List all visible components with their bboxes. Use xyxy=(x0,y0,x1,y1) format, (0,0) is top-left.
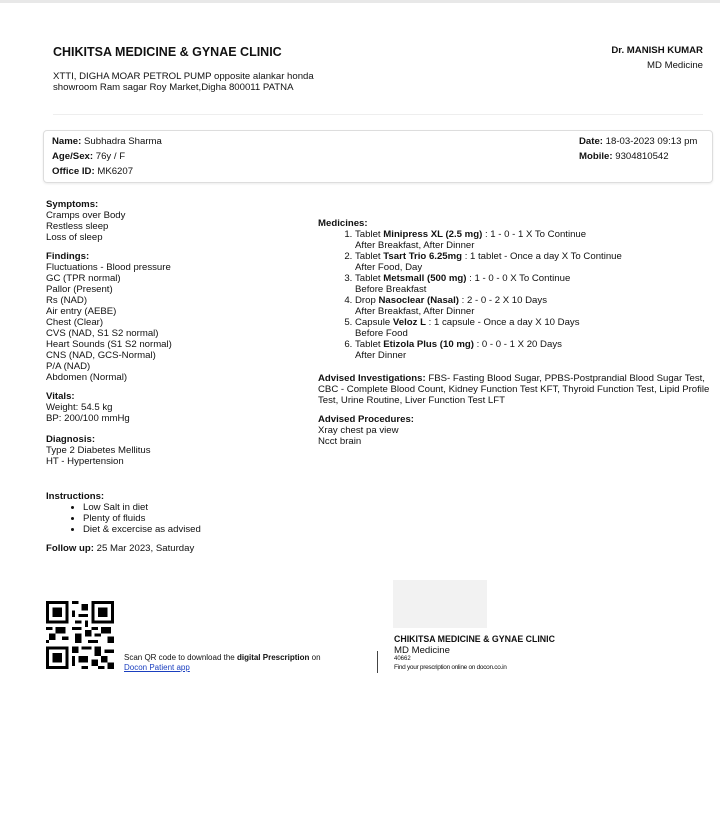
mobile-number: 9304810542 xyxy=(615,151,669,162)
top-border xyxy=(0,0,720,3)
clinic-address: XTTI, DIGHA MOAR PETROL PUMP opposite alankar honda showroom Ram sagar Roy Market,Digha 800011 PATNA xyxy=(53,71,314,93)
patient-agesex-row xyxy=(52,151,125,162)
symptom-item: Cramps over Body xyxy=(46,210,126,221)
medicine-item xyxy=(355,317,713,339)
docon-app-link[interactable]: Docon Patient app xyxy=(124,663,190,672)
finding-item: CNS (NAD, GCS-Normal) xyxy=(46,350,156,361)
medicine-dose: : 0 - 0 - 1 X 20 Days xyxy=(476,339,562,350)
medicines-section xyxy=(318,218,713,361)
finding-item: Heart Sounds (S1 S2 normal) xyxy=(46,339,172,350)
symptom-item: Restless sleep xyxy=(46,221,109,232)
medicine-form: Capsule xyxy=(355,317,391,328)
medicine-item xyxy=(355,229,713,251)
signature-placeholder xyxy=(393,580,487,628)
instruction-item: • Plenty of fluids xyxy=(83,513,306,524)
footer-code: 40662 xyxy=(394,656,411,662)
doctor-name: Dr. MANISH KUMAR xyxy=(611,45,703,56)
investigations-section xyxy=(318,373,713,406)
finding-item: Air entry (AEBE) xyxy=(46,306,117,317)
vital-item: Weight: 54.5 kg xyxy=(46,402,113,413)
qr-caption-text: Scan QR code to download the xyxy=(124,653,237,662)
diagnosis-item: Type 2 Diabetes Mellitus xyxy=(46,445,151,456)
medicine-note: After Dinner xyxy=(355,350,407,361)
follow-up xyxy=(46,543,306,554)
medicine-dose: : 1 - 0 - 1 X To Continue xyxy=(484,229,587,240)
medicines-list xyxy=(318,229,713,361)
patient-office-row xyxy=(52,166,133,177)
investigations-text: FBS- Fasting Blood Sugar, PPBS-Postprandial Blood Sugar Test, CBC - Complete Blood Count, Kidney Function Test KFT, Thyroid Function Test, Lipid Profile Test, Urine Routine, Liver Function Test LFT xyxy=(318,373,710,406)
instructions-list xyxy=(46,502,306,535)
procedure-item: Ncct brain xyxy=(318,436,362,447)
symptoms-section xyxy=(46,199,306,243)
procedures-section xyxy=(318,414,713,447)
diagnosis-section xyxy=(46,434,306,467)
footer-clinic-name: CHIKITSA MEDICINE & GYNAE CLINIC xyxy=(394,634,555,644)
finding-item: CVS (NAD, S1 S2 normal) xyxy=(46,328,159,339)
follow-up-label: Follow up: xyxy=(46,543,94,554)
instruction-item: • Diet & excercise as advised xyxy=(83,524,306,535)
office-id-label: Office ID: xyxy=(52,166,95,177)
qr-caption-suffix: on xyxy=(309,653,321,662)
clinic-name: CHIKITSA MEDICINE & GYNAE CLINIC xyxy=(53,45,282,59)
instructions-section xyxy=(46,491,306,535)
instruction-item: • Low Salt in diet xyxy=(83,502,306,513)
date-label: Date: xyxy=(579,136,603,147)
footer-online-note: Find your prescription online on docon.co.in xyxy=(394,664,507,671)
finding-item: Abdomen (Normal) xyxy=(46,372,128,383)
doctor-degree: MD Medicine xyxy=(647,60,703,71)
medicine-name: Tsart Trio 6.25mg xyxy=(383,251,463,262)
medicine-dose: : 2 - 0 - 2 X 10 Days xyxy=(461,295,547,306)
patient-info-card xyxy=(43,130,713,183)
medicine-note: Before Food xyxy=(355,328,408,339)
findings-title: Findings: xyxy=(46,251,90,262)
follow-up-date: 25 Mar 2023, Saturday xyxy=(96,543,195,554)
footer-divider xyxy=(377,651,378,673)
footer-degree: MD Medicine xyxy=(394,645,450,656)
investigations-title: Advised Investigations: xyxy=(318,373,426,384)
medicine-form: Tablet xyxy=(355,229,381,240)
header-divider xyxy=(53,114,703,115)
medicine-dose: : 1 tablet - Once a day X To Continue xyxy=(464,251,622,262)
office-id: MK6207 xyxy=(97,166,134,177)
medicine-name: Etizola Plus (10 mg) xyxy=(383,339,474,350)
finding-item: P/A (NAD) xyxy=(46,361,91,372)
diagnosis-item: HT - Hypertension xyxy=(46,456,124,467)
patient-name-label: Name: xyxy=(52,136,82,147)
medicine-note: After Breakfast, After Dinner xyxy=(355,240,475,251)
medicine-form: Drop xyxy=(355,295,376,306)
finding-item: Chest (Clear) xyxy=(46,317,104,328)
medicine-note: After Food, Day xyxy=(355,262,423,273)
symptoms-title: Symptoms: xyxy=(46,199,99,210)
qr-caption-bold: digital Prescription xyxy=(236,653,310,662)
instructions-title: Instructions: xyxy=(46,491,105,502)
medicine-note: After Breakfast, After Dinner xyxy=(355,306,475,317)
visit-date-row xyxy=(579,136,697,147)
findings-section xyxy=(46,251,306,383)
medicine-form: Tablet xyxy=(355,339,381,350)
medicine-item xyxy=(355,251,713,273)
mobile-label: Mobile: xyxy=(579,151,613,162)
diagnosis-title: Diagnosis: xyxy=(46,434,96,445)
medicine-item xyxy=(355,339,713,361)
medicine-form: Tablet xyxy=(355,273,381,284)
clinical-notes-column xyxy=(46,199,306,554)
vital-item: BP: 200/100 mmHg xyxy=(46,413,130,424)
patient-agesex: 76y / F xyxy=(95,151,126,162)
medicine-name: Veloz L xyxy=(392,317,426,328)
procedure-item: Xray chest pa view xyxy=(318,425,399,436)
medicine-item xyxy=(355,273,713,295)
medicine-dose: : 1 capsule - Once a day X 10 Days xyxy=(428,317,580,328)
finding-item: Pallor (Present) xyxy=(46,284,113,295)
procedures-title: Advised Procedures: xyxy=(318,414,414,425)
medicine-name: Nasoclear (Nasal) xyxy=(378,295,459,306)
finding-item: Rs (NAD) xyxy=(46,295,88,306)
qr-code[interactable] xyxy=(46,601,114,669)
mobile-row xyxy=(579,151,669,162)
patient-agesex-label: Age/Sex: xyxy=(52,151,94,162)
vitals-title: Vitals: xyxy=(46,391,75,402)
visit-date: 18-03-2023 09:13 pm xyxy=(605,136,698,147)
qr-caption xyxy=(124,653,321,673)
medicines-title: Medicines: xyxy=(318,218,368,229)
finding-item: GC (TPR normal) xyxy=(46,273,121,284)
patient-name: Subhadra Sharma xyxy=(84,136,162,147)
medicine-dose: : 1 - 0 - 0 X To Continue xyxy=(469,273,571,284)
medicine-note: Before Breakfast xyxy=(355,284,427,295)
treatment-column xyxy=(318,218,713,455)
finding-item: Fluctuations - Blood pressure xyxy=(46,262,171,273)
medicine-name: Minipress XL (2.5 mg) xyxy=(383,229,483,240)
medicine-form: Tablet xyxy=(355,251,381,262)
vitals-section xyxy=(46,391,306,424)
medicine-item xyxy=(355,295,713,317)
patient-name-row xyxy=(52,136,162,147)
medicine-name: Metsmall (500 mg) xyxy=(383,273,467,284)
symptom-item: Loss of sleep xyxy=(46,232,103,243)
